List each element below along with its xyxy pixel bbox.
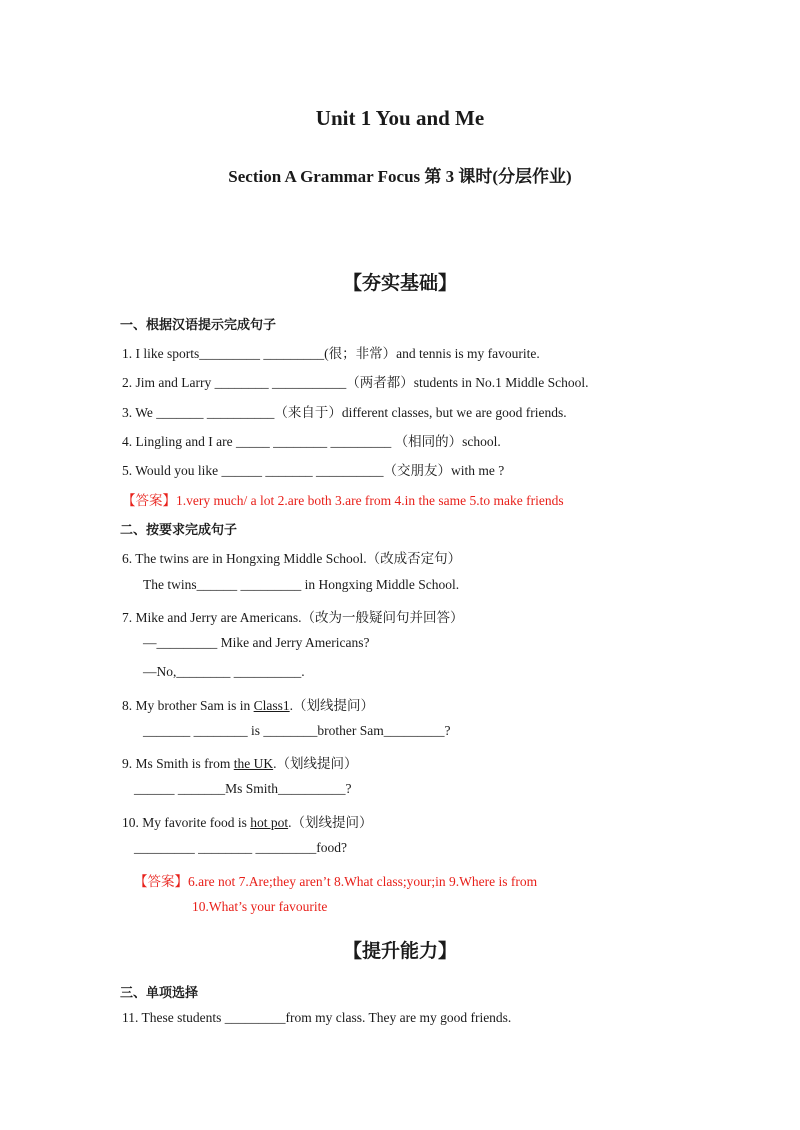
question-4: 4. Lingling and I are _____ ________ _________ （相同的）school. [122, 434, 501, 449]
question-9-text: 9. Ms Smith is from [122, 756, 234, 771]
question-10 [122, 811, 373, 831]
page-title: Unit 1 You and Me [315, 106, 485, 130]
question-8-blank: _______ ________ is ________brother Sam_________? [143, 723, 451, 738]
section3-heading: 三、单项选择 [120, 986, 199, 1001]
question-11: 11. These students _________from my class. They are my good friends. [122, 1010, 512, 1025]
question-8 [122, 694, 374, 714]
section-band-basic: 【夯实基础】 [342, 272, 457, 294]
question-10-hint: .（划线提问） [288, 815, 373, 830]
question-9-blank: ______ _______Ms Smith__________? [134, 781, 352, 796]
question-8-underlined: Class1 [253, 698, 290, 713]
section-band-advanced: 【提升能力】 [342, 940, 457, 962]
question-8-hint: .（划线提问） [289, 698, 375, 713]
question-6-blank: The twins______ _________ in Hongxing Middle School. [143, 577, 460, 592]
page-subtitle: Section A Grammar Focus 第 3 课时(分层作业) [228, 167, 572, 186]
question-10-underlined: hot pot [250, 815, 289, 830]
answer-key-1: 【答案】1.very much/ a lot 2.are both 3.are from 4.in the same 5.to make friends [122, 493, 564, 508]
question-9-underlined: the UK [233, 756, 274, 771]
section1-heading: 一、根据汉语提示完成句子 [120, 318, 277, 333]
answer-key-2-cont: 10.What’s your favourite [192, 899, 328, 914]
question-10-text: 10. My favorite food is [122, 815, 251, 830]
question-7-blank-a: —_________ Mike and Jerry Americans? [143, 635, 370, 650]
question-6: 6. The twins are in Hongxing Middle School.（改成否定句） [122, 551, 462, 566]
question-5: 5. Would you like ______ _______ __________（交朋友）with me ? [122, 463, 505, 478]
question-3: 3. We _______ __________（来自于）different classes, but we are good friends. [122, 405, 567, 420]
answer-key-2: 【答案】6.are not 7.Are;they aren’t 8.What class;your;in 9.Where is from [134, 874, 538, 889]
question-7-blank-b: —No,________ __________. [143, 664, 305, 679]
section2-heading: 二、按要求完成句子 [120, 523, 238, 538]
question-9 [122, 752, 358, 772]
question-9-hint: .（划线提问） [273, 756, 358, 771]
question-8-text: 8. My brother Sam is in [122, 698, 254, 713]
question-2: 2. Jim and Larry ________ ___________（两者都）students in No.1 Middle School. [122, 375, 589, 390]
question-7: 7. Mike and Jerry are Americans.（改为一般疑问句并回答） [122, 610, 464, 625]
question-10-blank: _________ ________ _________food? [134, 840, 347, 855]
question-1: 1. I like sports_________ _________(很；非常）and tennis is my favourite. [122, 346, 540, 361]
